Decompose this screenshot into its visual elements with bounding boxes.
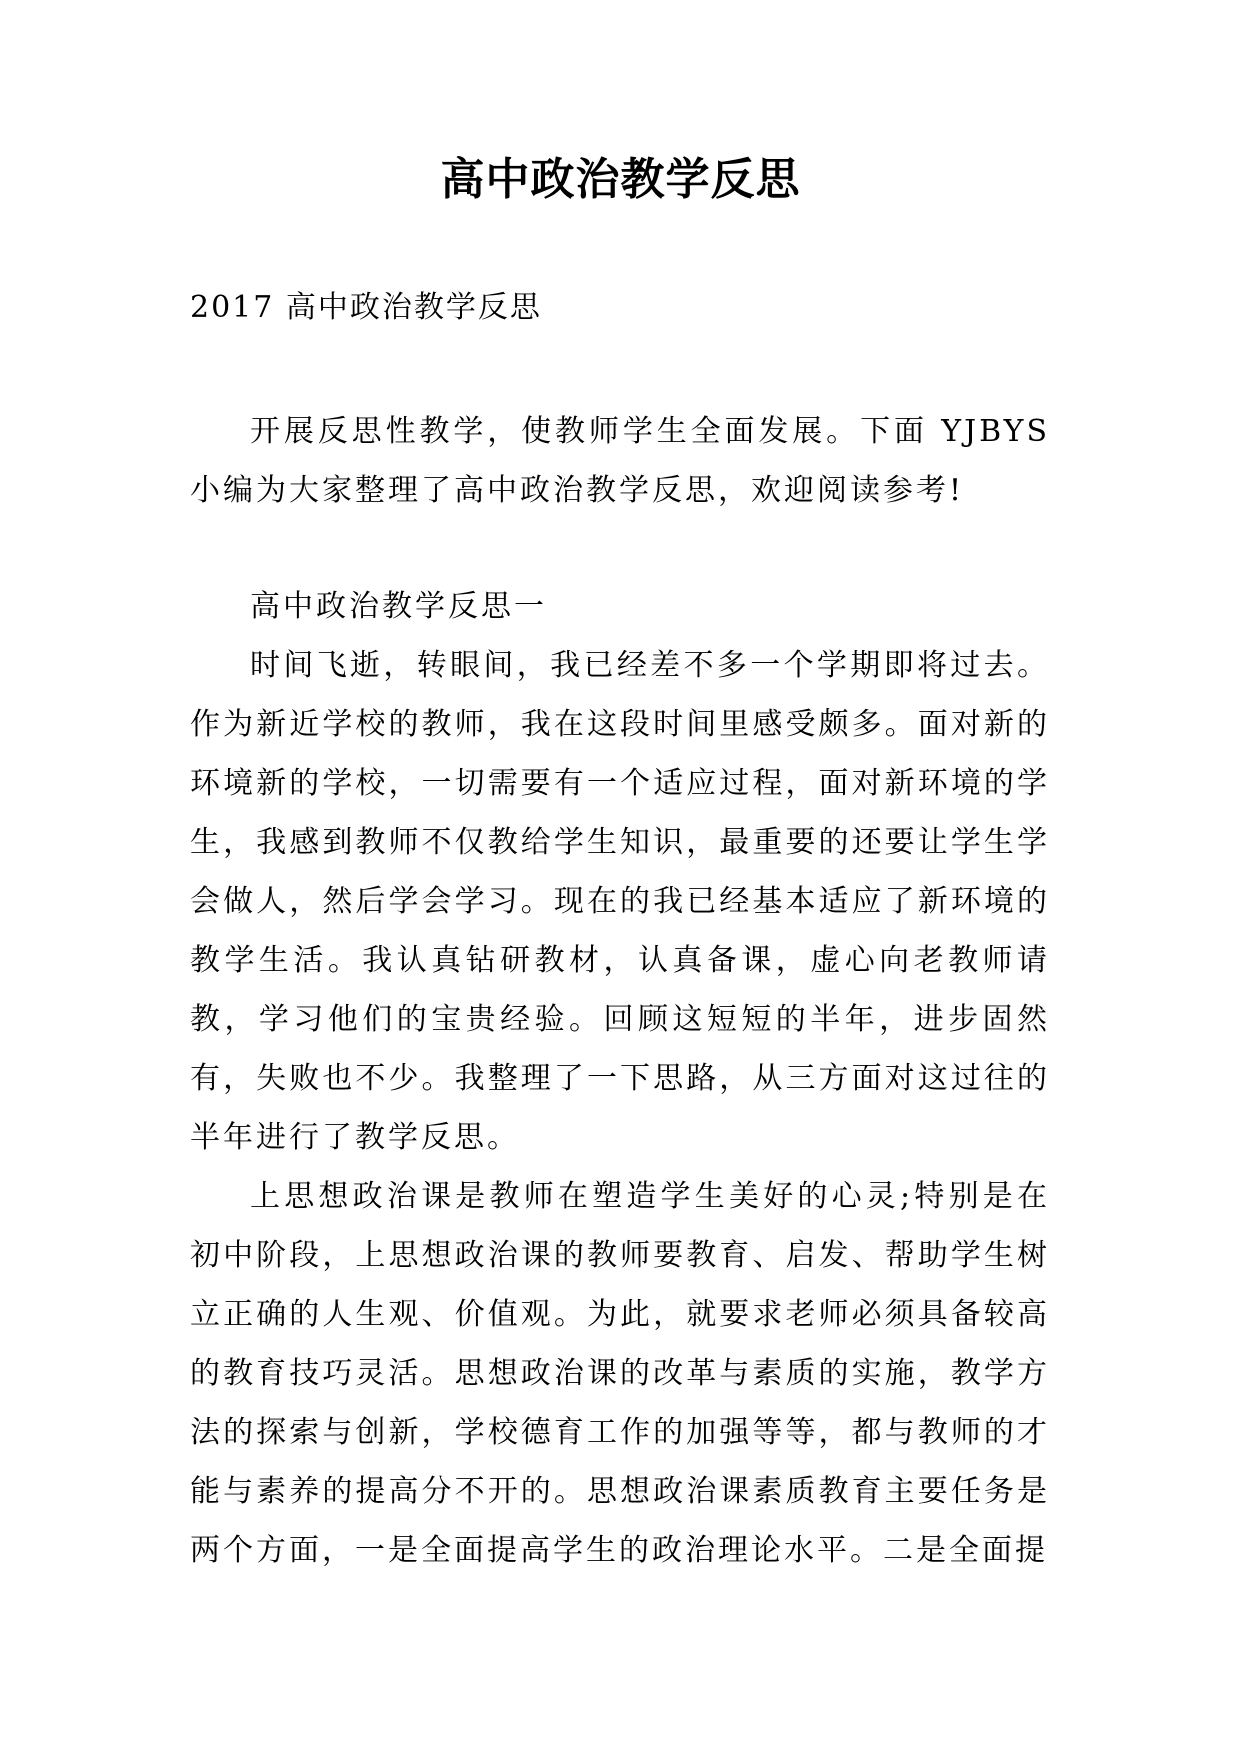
content-block xyxy=(190,577,1050,1580)
body-paragraph-2: 上思想政治课是教师在塑造学生美好的心灵;特别是在初中阶段，上思想政治课的教师要教育、启发、帮助学生树立正确的人生观、价值观。为此，就要求老师必须具备较高的教育技巧灵活。思想政治课的改革与素质的实施，教学方法的探索与创新，学校德育工作的加强等等，都与教师的才能与素养的提高分不开的。思想政治课素质教育主要任务是两个方面，一是全面提高学生的政治理论水平。二是全面提 xyxy=(190,1179,1050,1568)
body-paragraph-1: 时间飞逝，转眼间，我已经差不多一个学期即将过去。作为新近学校的教师，我在这段时间里感受颇多。面对新的环境新的学校，一切需要有一个适应过程，面对新环境的学生，我感到教师不仅教给学生知识，最重要的还要让学生学会做人，然后学会学习。现在的我已经基本适应了新环境的教学生活。我认真钻研教材，认真备课，虚心向老教师请教，学习他们的宝贵经验。回顾这短短的半年，进步固然有，失败也不少。我整理了一下思路，从三方面对这过往的半年进行了教学反思。 xyxy=(190,648,1050,1155)
intro-paragraph: 开展反思性教学，使教师学生全面发展。下面 YJBYS 小编为大家整理了高中政治教学反思，欢迎阅读参考! xyxy=(190,414,1050,508)
section-heading: 高中政治教学反思一 xyxy=(250,589,547,624)
intro-block xyxy=(190,402,1050,520)
page-title: 高中政治教学反思 xyxy=(440,154,801,205)
document-subtitle: 2017 高中政治教学反思 xyxy=(190,290,542,325)
